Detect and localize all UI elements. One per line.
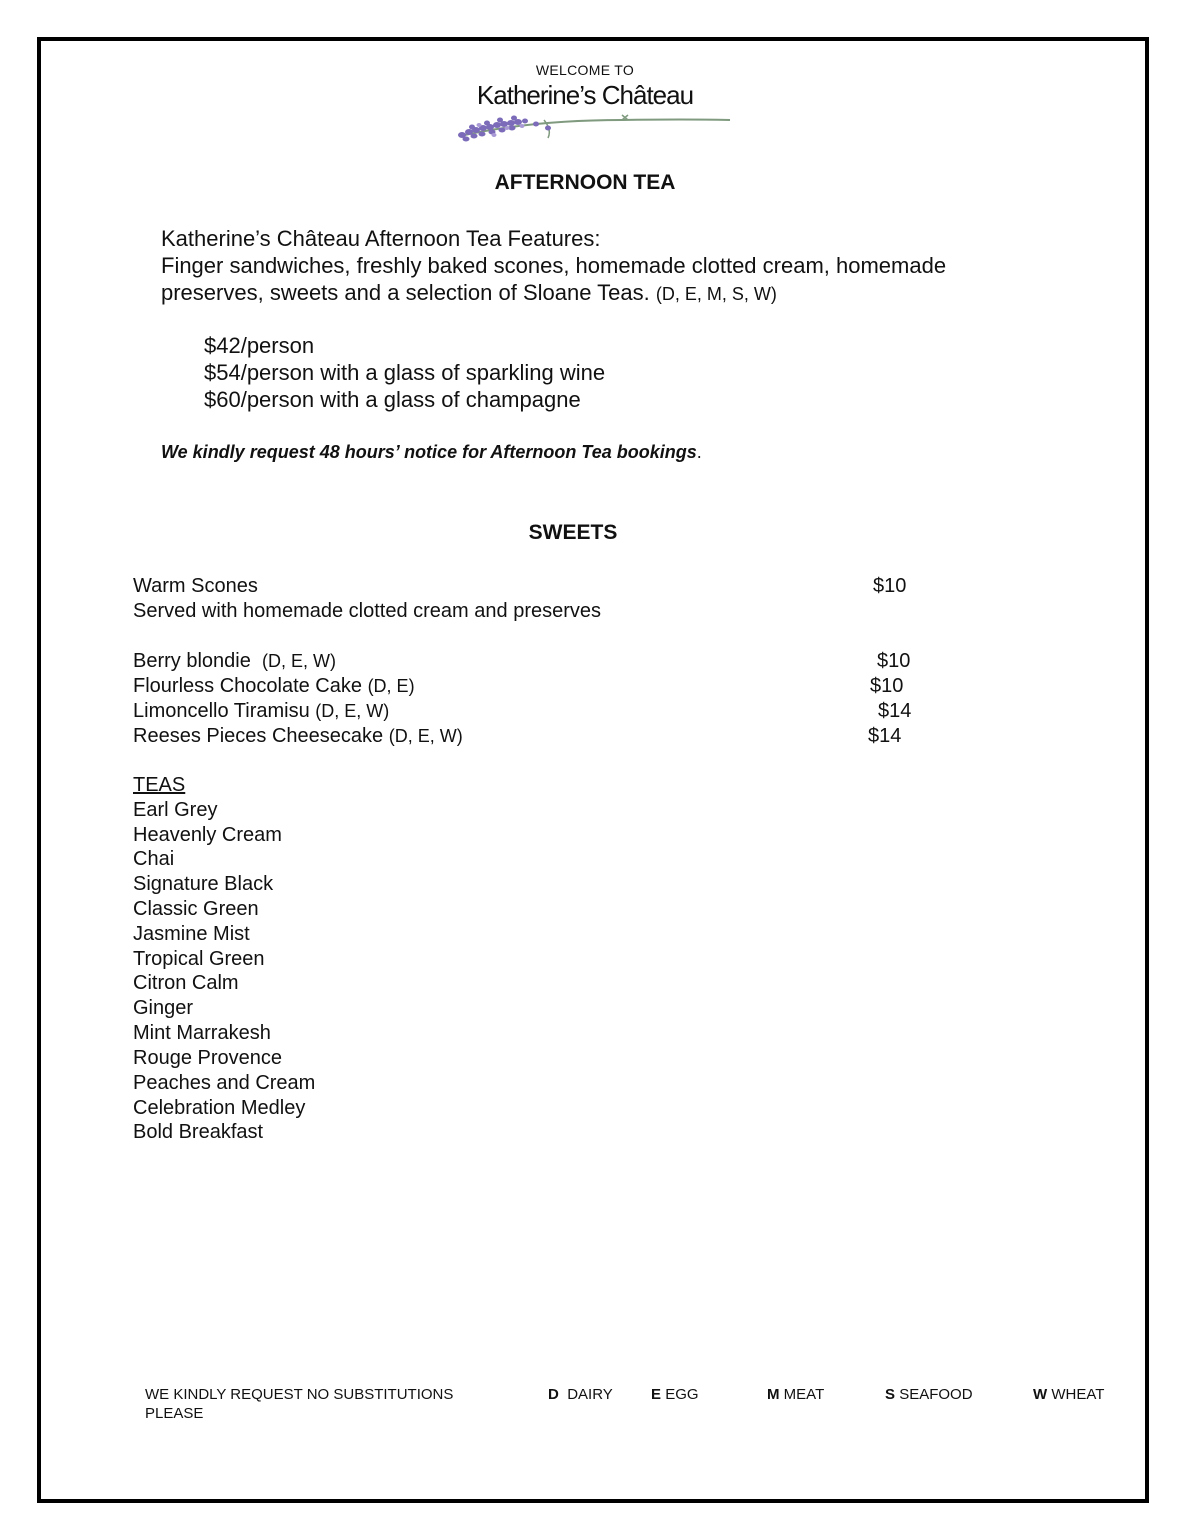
legend-wheat bbox=[1033, 1386, 1104, 1403]
tea-item: Classic Green bbox=[133, 898, 259, 920]
tea-item: Celebration Medley bbox=[133, 1097, 306, 1119]
tea-item: Chai bbox=[133, 848, 175, 870]
tea-item: Peaches and Cream bbox=[133, 1072, 316, 1094]
teas-heading: TEAS bbox=[133, 774, 186, 796]
tea-item: Jasmine Mist bbox=[133, 923, 250, 945]
intro-allergens: (D, E, M, S, W) bbox=[655, 284, 777, 304]
menu-item bbox=[133, 650, 336, 673]
menu-item bbox=[133, 725, 463, 748]
intro-line-1: Finger sandwiches, freshly baked scones, homemade clotted cream, homemade bbox=[161, 253, 947, 278]
no-substitutions-note bbox=[145, 1386, 453, 1422]
lavender-sprig-icon bbox=[452, 108, 734, 148]
tea-item: Citron Calm bbox=[133, 972, 239, 994]
menu-item-allergens: (D, E, W) bbox=[315, 701, 390, 721]
tea-item: Bold Breakfast bbox=[133, 1121, 264, 1143]
menu-item-price: $10 bbox=[877, 650, 911, 672]
welcome-text: WELCOME TO bbox=[535, 62, 635, 78]
menu-item-price: $14 bbox=[878, 700, 912, 722]
legend-label: MEAT bbox=[783, 1386, 825, 1403]
tea-item: Earl Grey bbox=[133, 799, 218, 821]
menu-item bbox=[133, 700, 389, 723]
no-substitutions-line-1: WE KINDLY REQUEST NO SUBSTITUTIONS bbox=[145, 1386, 454, 1403]
tea-item: Ginger bbox=[133, 997, 194, 1019]
menu-item-allergens: (D, E, W) bbox=[388, 726, 463, 746]
menu-item-name: Flourless Chocolate Cake bbox=[133, 675, 362, 697]
page-title: AFTERNOON TEA bbox=[494, 171, 676, 194]
logo-name: Katherine’s Château bbox=[476, 80, 694, 110]
menu-item-allergens: (D, E) bbox=[367, 676, 415, 696]
price-option-3: $60/person with a glass of champagne bbox=[204, 387, 581, 412]
booking-notice-text: We kindly request 48 hours’ notice for Afternoon Tea bookings bbox=[161, 442, 697, 462]
menu-item-description: Served with homemade clotted cream and preserves bbox=[133, 600, 602, 622]
price-option-2: $54/person with a glass of sparkling wine bbox=[204, 360, 606, 385]
legend-label: WHEAT bbox=[1051, 1386, 1105, 1403]
legend-label: DAIRY bbox=[567, 1386, 613, 1403]
intro-line-2 bbox=[161, 279, 777, 308]
booking-notice-end: . bbox=[696, 442, 702, 462]
legend-code: E bbox=[651, 1386, 662, 1403]
menu-item bbox=[133, 675, 415, 698]
sweets-title: SWEETS bbox=[528, 521, 618, 544]
tea-item: Heavenly Cream bbox=[133, 824, 282, 846]
booking-notice bbox=[161, 442, 702, 463]
menu-item-name: Warm Scones bbox=[133, 575, 258, 597]
no-substitutions-line-2: PLEASE bbox=[145, 1405, 204, 1422]
legend-egg bbox=[651, 1386, 699, 1403]
tea-item: Mint Marrakesh bbox=[133, 1022, 271, 1044]
menu-item-name: Berry blondie bbox=[133, 650, 251, 672]
tea-item: Tropical Green bbox=[133, 948, 265, 970]
tea-item: Rouge Provence bbox=[133, 1047, 282, 1069]
legend-code: S bbox=[885, 1386, 896, 1403]
legend-label: EGG bbox=[665, 1386, 699, 1403]
legend-code: M bbox=[767, 1386, 780, 1403]
intro-line-2-text: preserves, sweets and a selection of Sloane Teas. bbox=[161, 280, 650, 305]
menu-item-name: Reeses Pieces Cheesecake bbox=[133, 725, 384, 747]
intro-heading: Katherine’s Château Afternoon Tea Features: bbox=[161, 226, 601, 251]
menu-item-price: $10 bbox=[873, 575, 907, 597]
menu-item-price: $10 bbox=[870, 675, 904, 697]
legend-code: D bbox=[548, 1386, 559, 1403]
legend-label: SEAFOOD bbox=[899, 1386, 973, 1403]
menu-item-name: Limoncello Tiramisu bbox=[133, 700, 310, 722]
legend-code: W bbox=[1033, 1386, 1048, 1403]
tea-item: Signature Black bbox=[133, 873, 274, 895]
menu-item-price: $14 bbox=[868, 725, 902, 747]
menu-item-allergens: (D, E, W) bbox=[261, 651, 336, 671]
legend-seafood bbox=[885, 1386, 973, 1403]
price-option-1: $42/person bbox=[204, 333, 315, 358]
legend-dairy bbox=[548, 1386, 613, 1403]
legend-meat bbox=[767, 1386, 824, 1403]
